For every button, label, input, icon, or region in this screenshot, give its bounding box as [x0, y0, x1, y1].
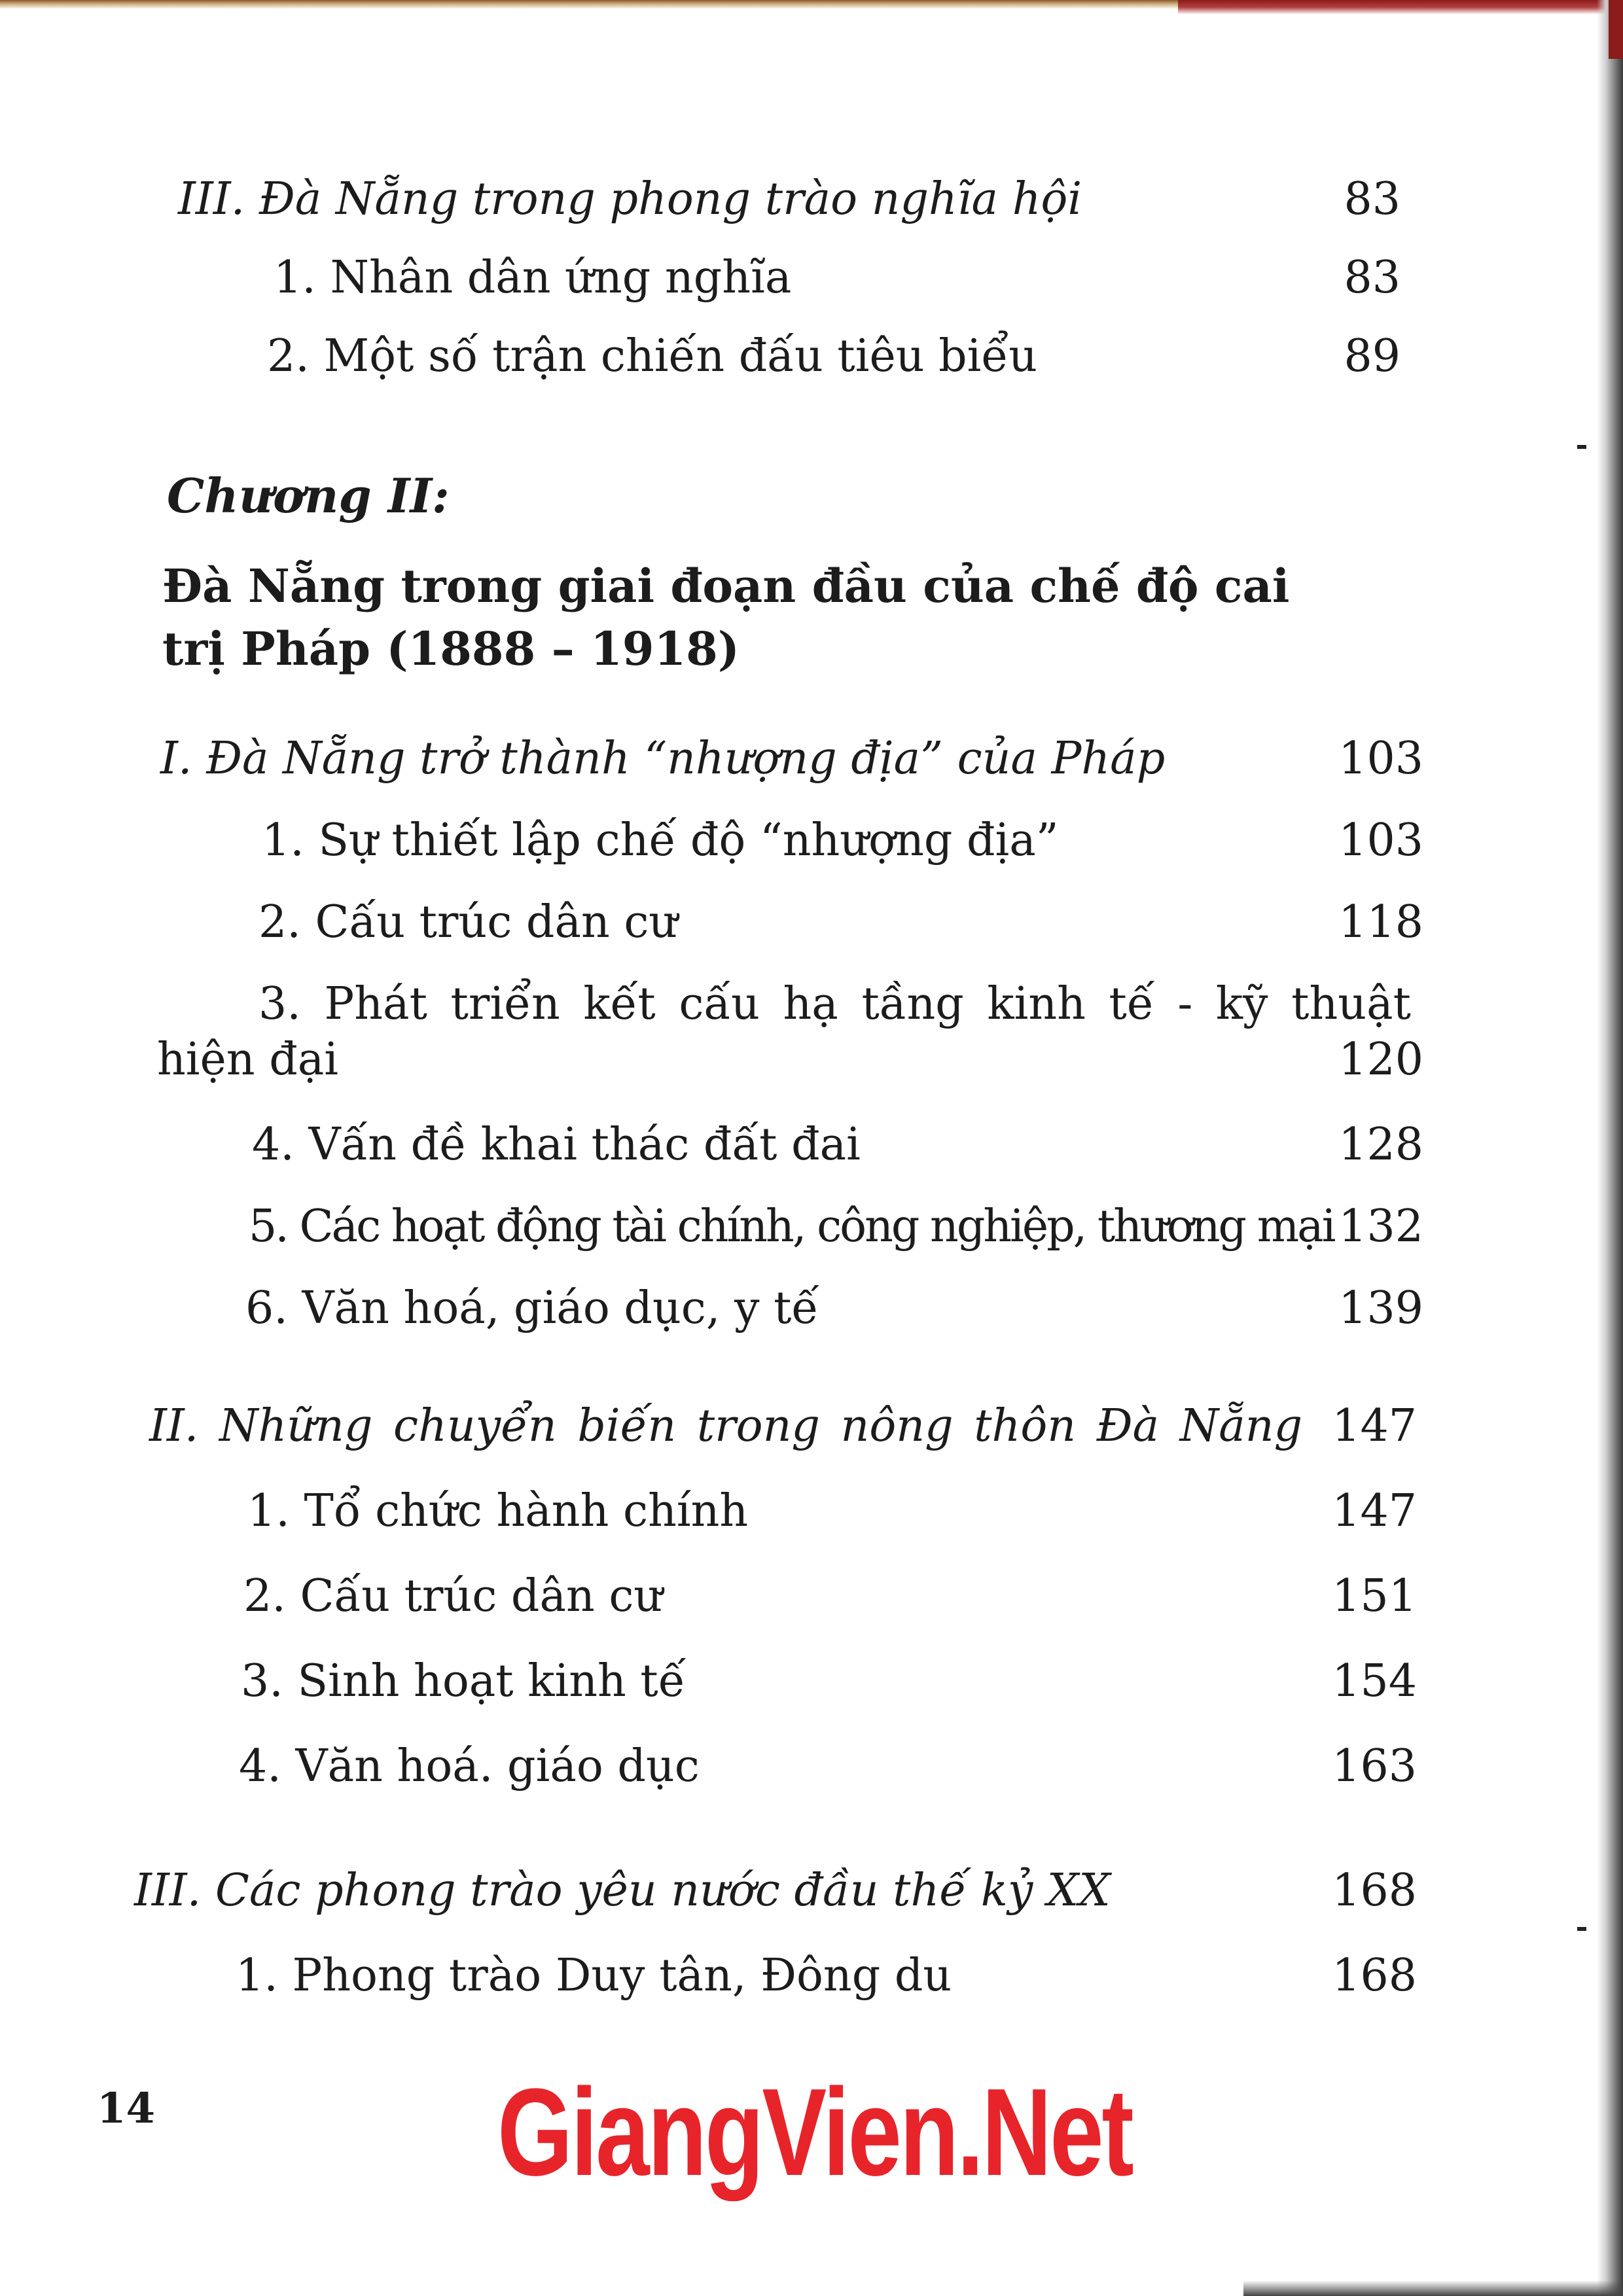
toc-entry-title-line2: hiện đại: [157, 1034, 339, 1086]
toc-page-number: 147: [1332, 1485, 1417, 1537]
toc-entry-title-line1: 3. Phát triển kết cấu hạ tầng kinh tế - kỹ thuật: [259, 978, 1411, 1030]
toc-section-title: III. Đà Nẵng trong phong trào nghĩa hội: [178, 173, 1082, 225]
toc-page-number: 147: [1332, 1400, 1417, 1452]
chapter-title: Đà Nẵng trong giai đoạn đầu của chế độ cai trị Pháp (1888 – 1918): [162, 559, 1290, 676]
toc-entry-title: 3. Sinh hoạt kinh tế: [241, 1655, 686, 1707]
toc-page-number: 163: [1332, 1740, 1417, 1792]
toc-section-title: III. Các phong trào yêu nước đầu thế kỷ XX: [134, 1865, 1111, 1916]
toc-page-number: 118: [1338, 896, 1423, 948]
toc-entry-title: 6. Văn hoá, giáo dục, y tế: [245, 1282, 819, 1334]
toc-entry-title: 1. Nhân dân ứng nghĩa: [274, 252, 792, 304]
book-cover-corner: [1609, 0, 1623, 59]
page-number: 14: [97, 2084, 156, 2133]
book-cover-edge: [1178, 0, 1623, 14]
toc-page-number: 128: [1338, 1119, 1423, 1171]
toc-page-number: 83: [1344, 173, 1400, 225]
toc-entry-title: 4. Vấn đề khai thác đất đai: [252, 1119, 861, 1171]
toc-entry-title: 2. Một số trận chiến đấu tiêu biểu: [267, 330, 1038, 382]
toc-entry-title: 1. Sự thiết lập chế độ “nhượng địa”: [262, 815, 1059, 866]
toc-entry-title: 5. Các hoạt động tài chính, công nghiệp, thương mại: [249, 1201, 1334, 1252]
toc-page-number: 103: [1338, 733, 1423, 785]
page-mark: [1577, 1927, 1586, 1931]
page-bottom-shadow: [1243, 2280, 1623, 2296]
toc-section-title: I. Đà Nẵng trở thành “nhượng địa” của Pháp: [160, 733, 1166, 785]
toc-page-number: 103: [1338, 815, 1423, 866]
toc-page-number: 168: [1332, 1950, 1417, 2002]
chapter-label: Chương II:: [167, 468, 450, 523]
toc-page-number: 83: [1344, 252, 1400, 304]
toc-entry-title: 1. Tổ chức hành chính: [247, 1485, 749, 1537]
toc-entry-title: 2. Cấu trúc dân cư: [259, 896, 678, 948]
toc-entry-title: 1. Phong trào Duy tân, Đông du: [236, 1950, 952, 2002]
toc-page-number: 120: [1338, 1034, 1423, 1086]
toc-section-title: II. Những chuyển biến trong nông thôn Đà Nẵng: [149, 1400, 1303, 1452]
toc-page-number: 132: [1338, 1201, 1423, 1252]
toc-page-number: 154: [1332, 1655, 1417, 1707]
watermark-logo: GiangVien.Net: [497, 2063, 1132, 2202]
toc-page-number: 139: [1338, 1282, 1423, 1334]
page-binding-shadow: [1597, 0, 1623, 2296]
page-mark: [1577, 445, 1586, 449]
toc-page-number: 89: [1344, 330, 1400, 382]
toc-page-number: 151: [1332, 1570, 1417, 1622]
toc-entry-title: 4. Văn hoá. giáo dục: [239, 1740, 700, 1792]
toc-page-number: 168: [1332, 1865, 1417, 1916]
toc-entry-title: 2. Cấu trúc dân cư: [243, 1570, 663, 1622]
